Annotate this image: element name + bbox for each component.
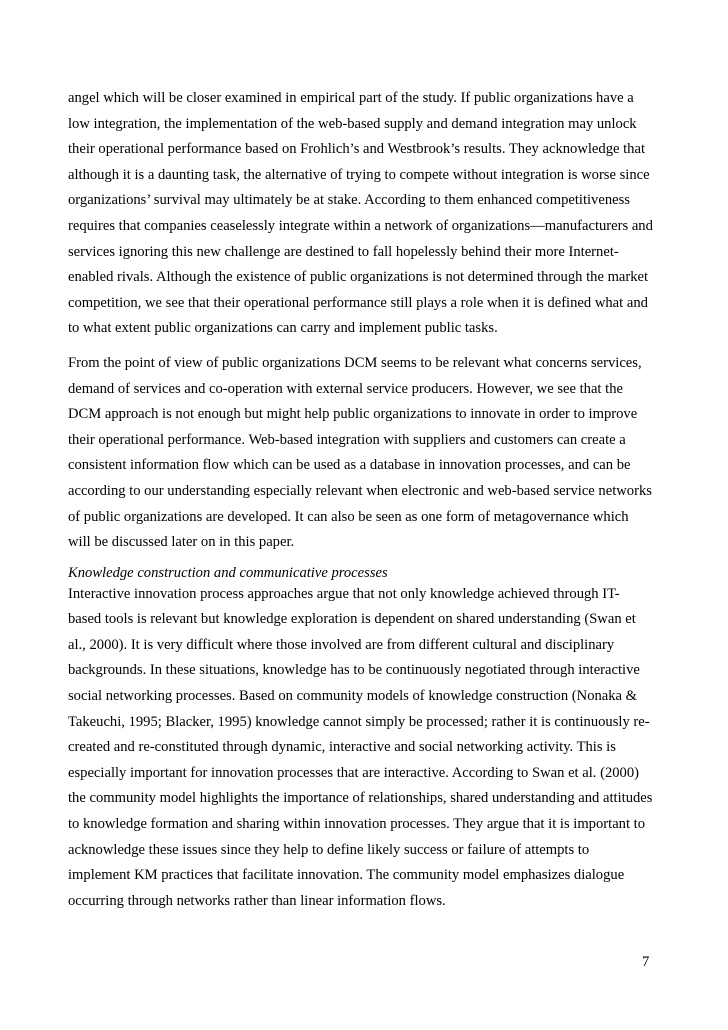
- text-line: created and re-constituted through dynamic, interactive and social networking activity. This is: [68, 739, 616, 756]
- text-line: will be discussed later on in this paper.: [68, 534, 295, 551]
- text-line: of public organizations are developed. It can also be seen as one form of metagovernance which: [68, 508, 629, 525]
- text-line: DCM approach is not enough but might help public organizations to innovate in order to improve: [68, 406, 638, 423]
- page-number: 7: [642, 954, 650, 970]
- text-line: low integration, the implementation of the web-based supply and demand integration may unlock: [68, 115, 637, 132]
- text-line: to what extent public organizations can carry and implement public tasks.: [68, 320, 498, 337]
- paragraph-2: [68, 351, 658, 556]
- text-line: implement KM practices that facilitate innovation. The community model emphasizes dialogue: [68, 867, 625, 884]
- text-line: their operational performance based on Frohlich’s and Westbrook’s results. They acknowledge that: [68, 141, 646, 158]
- text-line: the community model highlights the importance of relationships, shared understanding and attitudes: [68, 790, 653, 807]
- section-knowledge-construction: [68, 565, 658, 915]
- text-line: especially important for innovation processes that are interactive. According to Swan et al. (2000): [68, 764, 640, 781]
- text-line: according to our understanding especially relevant when electronic and web-based service networks: [68, 482, 652, 499]
- text-line: consistent information flow which can be used as a database in innovation processes, and can be: [68, 457, 631, 474]
- text-line: although it is a daunting task, the alternative of trying to compete without integration is worse since: [68, 166, 650, 183]
- text-line: organizations’ survival may ultimately be at stake. According to them enhanced competitiveness: [68, 192, 630, 209]
- text-line: to knowledge formation and sharing within innovation processes. They argue that it is important to: [68, 816, 646, 833]
- text-line: Interactive innovation process approaches argue that not only knowledge achieved through IT-: [68, 585, 620, 602]
- text-line: services ignoring this new challenge are destined to fall hopelessly behind their more Internet-: [68, 243, 619, 260]
- text-line: based tools is relevant but knowledge exploration is dependent on shared understanding (Swan et: [68, 611, 636, 628]
- text-line: occurring through networks rather than linear information flows.: [68, 892, 446, 909]
- text-line: enabled rivals. Although the existence of public organizations is not determined through the market: [68, 269, 649, 286]
- text-line: social networking processes. Based on community models of knowledge construction (Nonaka &: [68, 688, 638, 705]
- paragraph-spacing: [68, 556, 658, 565]
- paragraph-spacing: [68, 342, 658, 351]
- document-page: [68, 86, 658, 914]
- text-line: competition, we see that their operational performance still plays a role when it is defined what and: [68, 294, 648, 311]
- text-line: requires that companies ceaselessly integrate within a network of organizations—manufacturers and: [68, 217, 653, 234]
- text-line: al., 2000). It is very difficult where those involved are from different cultural and disciplinary: [68, 636, 615, 653]
- section-heading: Knowledge construction and communicative processes: [68, 564, 388, 581]
- paragraph-1: [68, 86, 658, 342]
- text-line: backgrounds. In these situations, knowledge has to be continuously negotiated through interactive: [68, 662, 640, 679]
- text-line: From the point of view of public organizations DCM seems to be relevant what concerns services,: [68, 354, 642, 371]
- text-line: demand of services and co-operation with external service producers. However, we see that the: [68, 380, 623, 397]
- text-line: angel which will be closer examined in empirical part of the study. If public organizations have a: [68, 90, 634, 106]
- text-line: their operational performance. Web-based integration with suppliers and customers can create a: [68, 431, 626, 448]
- text-line: Takeuchi, 1995; Blacker, 1995) knowledge cannot simply be processed; rather it is continuously re-: [68, 713, 650, 730]
- text-line: acknowledge these issues since they help to define likely success or failure of attempts to: [68, 841, 590, 858]
